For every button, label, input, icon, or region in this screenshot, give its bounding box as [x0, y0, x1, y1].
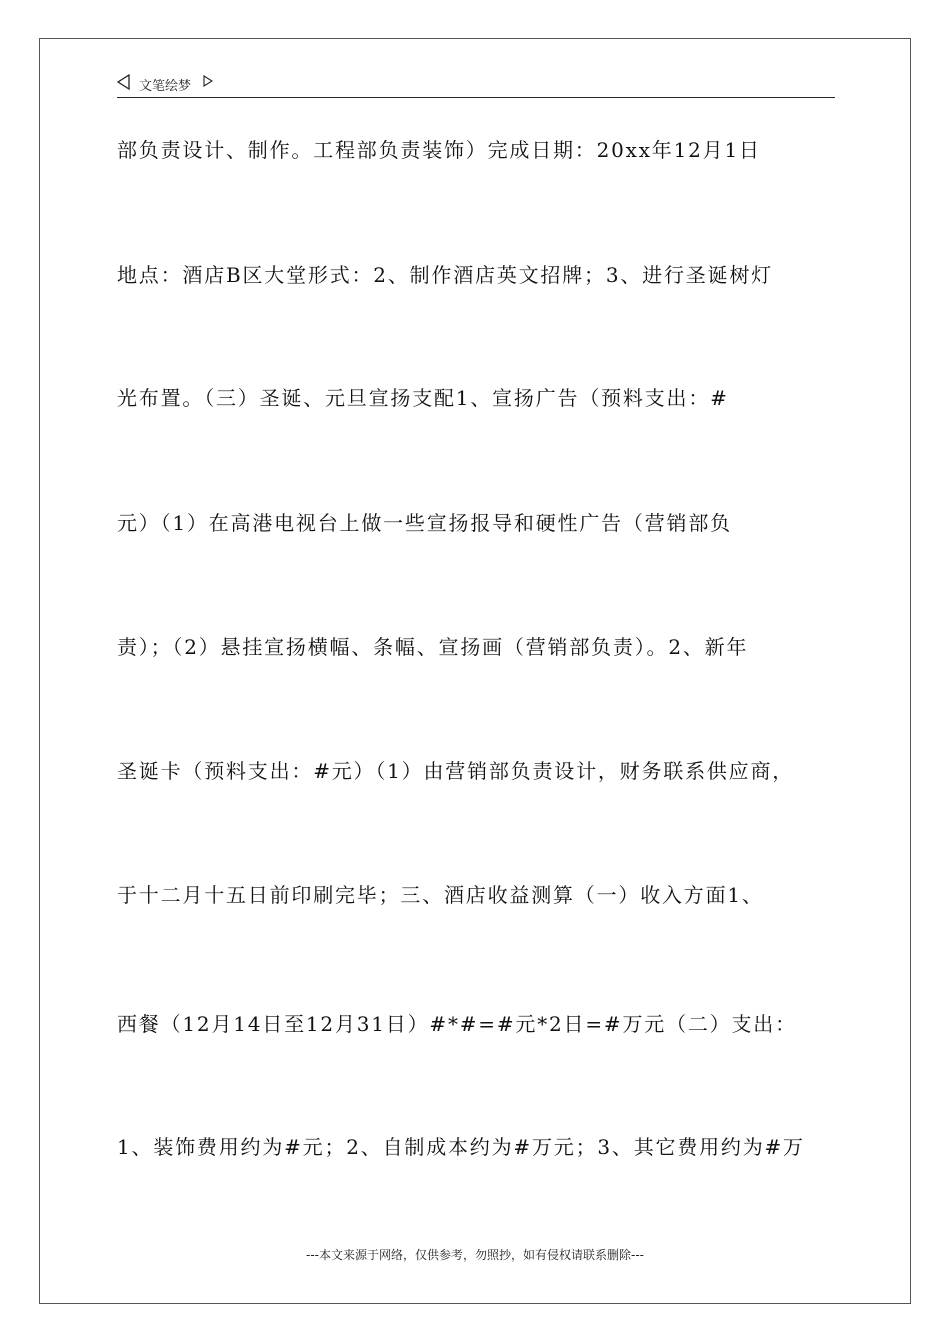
body-text-line: 1、装饰费用约为#元；2、自制成本约为#万元；3、其它费用约为#万 — [117, 1135, 805, 1159]
body-text-line: 地点：酒店B区大堂形式：2、制作酒店英文招牌；3、进行圣诞树灯 — [117, 263, 773, 287]
body-text-line: 于十二月十五日前印刷完毕；三、酒店收益测算（一）收入方面1、 — [117, 883, 764, 907]
body-text-line: 部负责设计、制作。工程部负责装饰）完成日期：20xx年12月1日 — [117, 138, 761, 162]
page-header — [117, 72, 835, 98]
triangle-right-outline-icon — [203, 75, 213, 87]
page-border — [39, 38, 911, 1304]
body-text-line: 圣诞卡（预料支出：#元）（1）由营销部负责设计，财务联系供应商， — [117, 759, 795, 783]
body-text-line: 元）（1）在高港电视台上做一些宣扬报导和硬性广告（营销部负 — [117, 511, 732, 535]
body-text-line: 责）；（2）悬挂宣扬横幅、条幅、宣扬画（营销部负责）。2、新年 — [117, 635, 749, 659]
header-brand: 文笔绘梦 — [139, 79, 192, 94]
body-text-line: 光布置。（三）圣诞、元旦宣扬支配1、宣扬广告（预料支出：# — [117, 386, 729, 410]
body-text-line: 西餐（12月14日至12月31日）#*#=#元*2日=#万元（二）支出： — [117, 1012, 797, 1036]
triangle-left-outline-icon — [117, 74, 131, 90]
footer-disclaimer: ---本文来源于网络，仅供参考，勿照抄，如有侵权请联系删除--- — [306, 1248, 644, 1262]
